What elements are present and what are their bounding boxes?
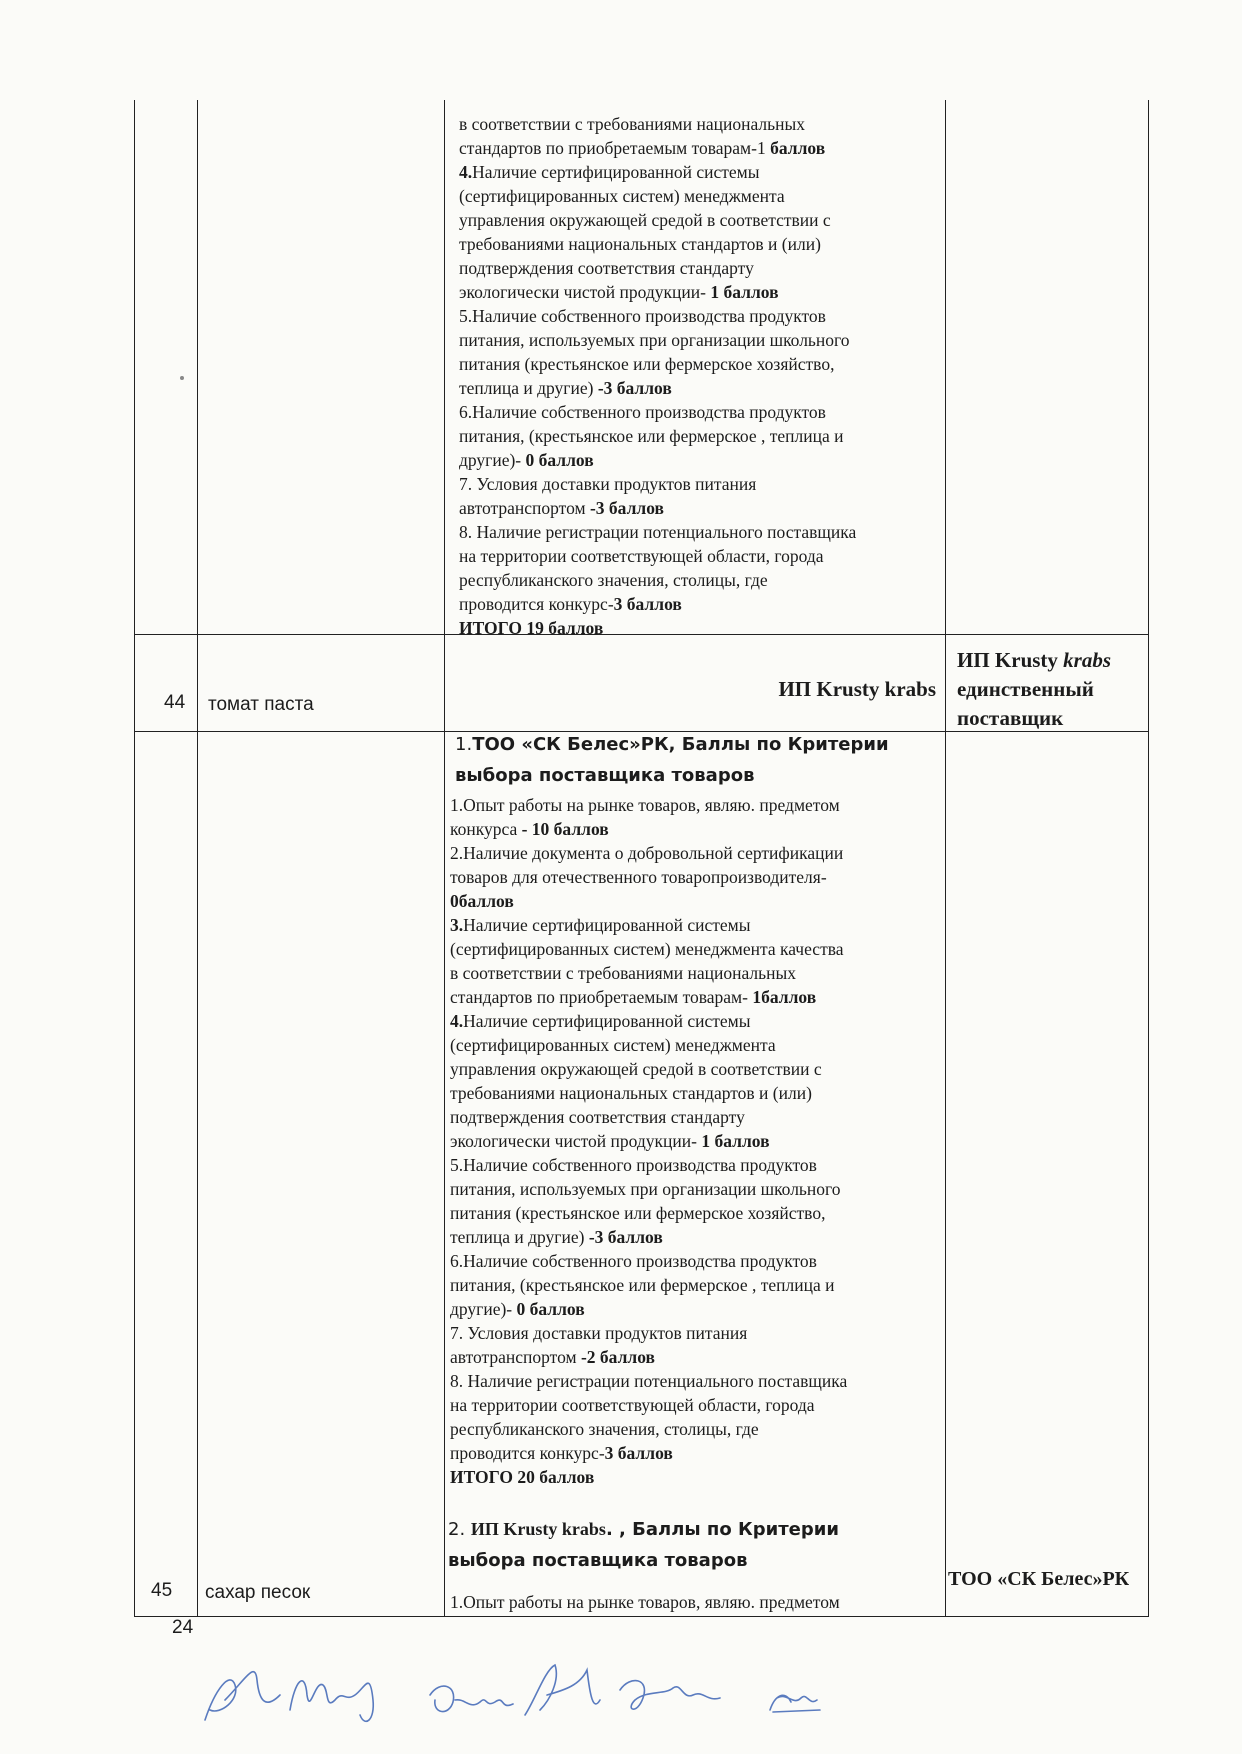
criteria-text: 6.Наличие собственного производства продуктов <box>459 402 826 422</box>
criteria-text: теплица и другие) <box>459 378 598 398</box>
criteria-score: 1 баллов <box>701 1131 770 1151</box>
criteria-line <box>459 448 939 472</box>
criteria-text: питания, используемых при организации школьного <box>450 1179 841 1199</box>
criteria-text: требованиями национальных стандартов и (или) <box>459 234 821 254</box>
criteria-text: автотранспортом <box>459 498 590 518</box>
criteria-line <box>450 1345 940 1369</box>
criteria-text: Наличие сертифицированной системы <box>472 162 760 182</box>
table-column-divider-1 <box>197 100 198 1616</box>
product-name-45: сахар песок <box>205 1582 311 1603</box>
criteria-text: 8. Наличие регистрации потенциального поставщика <box>450 1371 848 1391</box>
criteria-text: на территории соответствующей области, города <box>459 546 824 566</box>
criteria-text: питания, (крестьянское или фермерское , теплица и <box>459 426 844 446</box>
criteria-line <box>459 376 939 400</box>
criteria-text: проводится конкурс- <box>450 1443 605 1463</box>
criteria-line: 1.Опыт работы на рынке товаров, являю. предметом <box>450 1592 840 1612</box>
criteria-text: стандартов по приобретаемым товарам-1 <box>459 138 771 158</box>
criteria-line <box>459 112 939 136</box>
row-number-44: 44 <box>164 692 186 713</box>
criteria-line <box>450 1465 940 1489</box>
criteria-score: 0 баллов <box>516 1299 585 1319</box>
criteria-score: -3 баллов <box>589 498 664 518</box>
criteria-line <box>459 136 939 160</box>
block2-heading <box>448 1514 940 1576</box>
criteria-text: другие)- <box>450 1299 517 1319</box>
criteria-line <box>450 1129 940 1153</box>
criteria-text: 1.Опыт работы на рынке товаров, являю. предметом <box>450 795 840 815</box>
criteria-text: Наличие сертифицированной системы <box>463 915 751 935</box>
criteria-line <box>450 985 940 1009</box>
criteria-score: -3 баллов <box>597 378 672 398</box>
criteria-text: республиканского значения, столицы, где <box>450 1419 759 1439</box>
criteria-line <box>459 184 939 208</box>
criteria-score: -2 баллов <box>580 1347 655 1367</box>
winner-cell-44 <box>957 646 1147 733</box>
criteria-line <box>450 1249 940 1273</box>
criteria-text: (сертифицированных систем) менеджмента <box>459 186 785 206</box>
criteria-line <box>459 160 939 184</box>
criteria-line <box>459 256 939 280</box>
product-name-44: томат паста <box>208 694 314 715</box>
criteria-line <box>450 1225 940 1249</box>
criteria-text: другие)- <box>459 450 526 470</box>
criteria-line <box>450 1105 940 1129</box>
criteria-text: 6.Наличие собственного производства продуктов <box>450 1251 817 1271</box>
criteria-line <box>450 1033 940 1057</box>
scan-speck <box>180 376 184 380</box>
criteria-line <box>450 889 940 913</box>
criteria-line <box>459 568 939 592</box>
heading-text: . , Баллы по Критерии <box>605 1519 839 1540</box>
heading-number: 2. <box>448 1519 471 1540</box>
criteria-text: питания, используемых при организации школьного <box>459 330 850 350</box>
winner-text: единственный <box>957 677 1094 701</box>
criteria-text: товаров для отечественного товаропроизводителя- <box>450 867 827 887</box>
criteria-bold: ИТОГО 19 баллов <box>459 618 604 638</box>
criteria-line <box>459 472 939 496</box>
criteria-text: питания, (крестьянское или фермерское , теплица и <box>450 1275 835 1295</box>
criteria-line <box>450 913 940 937</box>
criteria-line <box>450 1441 940 1465</box>
criteria-text: питания (крестьянское или фермерское хозяйство, <box>459 354 835 374</box>
winner-text: ИП Krusty <box>957 648 1064 672</box>
criteria-text: Наличие сертифицированной системы <box>463 1011 751 1031</box>
criteria-text: 2.Наличие документа о добровольной сертификации <box>450 843 844 863</box>
criteria-line <box>450 937 940 961</box>
winner-text-italic: krabs <box>1063 648 1112 672</box>
handwritten-signatures <box>195 1640 955 1735</box>
criteria-line <box>459 352 939 376</box>
criteria-line <box>459 280 939 304</box>
criteria-text: автотранспортом <box>450 1347 581 1367</box>
criteria-line <box>450 1153 940 1177</box>
table-border-bottom <box>134 1616 1149 1617</box>
criteria-score: баллов <box>770 138 826 158</box>
criteria-line <box>450 961 940 985</box>
winner-text: поставщик <box>957 706 1064 730</box>
criteria-line <box>450 841 940 865</box>
criteria-text: (сертифицированных систем) менеджмента <box>450 1035 776 1055</box>
criteria-bold: ИТОГО 20 баллов <box>450 1467 595 1487</box>
criteria-text: управления окружающей средой в соответствии с <box>450 1059 822 1079</box>
criteria-bold: 4. <box>450 1011 464 1031</box>
table-border-right <box>1148 100 1149 1616</box>
criteria-score: 3 баллов <box>613 594 682 614</box>
winner-cell-45: ТОО «СК Белес»РК <box>948 1568 1130 1590</box>
criteria-line <box>459 520 939 544</box>
criteria-score: 1баллов <box>752 987 817 1007</box>
criteria-line <box>459 304 939 328</box>
heading-number: 1. <box>455 734 473 755</box>
criteria-text: в соответствии с требованиями национальных <box>450 963 796 983</box>
criteria-line <box>459 208 939 232</box>
criteria-line <box>450 793 940 817</box>
criteria-bold: 3. <box>450 915 464 935</box>
heading-text: выбора поставщика товаров <box>448 1550 748 1571</box>
criteria-text: экологически чистой продукции- <box>459 282 711 302</box>
participant-text: ИП Krusty krabs <box>778 677 936 701</box>
criteria-line <box>450 1177 940 1201</box>
criteria-line <box>450 1057 940 1081</box>
criteria-line <box>450 1081 940 1105</box>
criteria-line <box>459 616 939 640</box>
heading-text: ТОО «СК Белес»РК, Баллы по Критерии <box>472 734 889 755</box>
criteria-line <box>450 1009 940 1033</box>
criteria-line <box>459 592 939 616</box>
criteria-score: - 10 баллов <box>521 819 609 839</box>
criteria-line <box>450 1417 940 1441</box>
criteria-line <box>450 817 940 841</box>
participant-name-44 <box>460 677 936 702</box>
criteria-text: 5.Наличие собственного производства продуктов <box>450 1155 817 1175</box>
criteria-line <box>450 1393 940 1417</box>
criteria-text: 5.Наличие собственного производства продуктов <box>459 306 826 326</box>
criteria-text: стандартов по приобретаемым товарам- <box>450 987 753 1007</box>
criteria-text: 7. Условия доставки продуктов питания <box>459 474 757 494</box>
criteria-bold: 0баллов <box>450 891 514 911</box>
criteria-text: подтверждения соответствия стандарту <box>459 258 754 278</box>
criteria-text: на территории соответствующей области, города <box>450 1395 815 1415</box>
criteria-text: требованиями национальных стандартов и (или) <box>450 1083 812 1103</box>
block1-heading <box>455 729 940 791</box>
criteria-line <box>450 1201 940 1225</box>
criteria-line <box>450 1369 940 1393</box>
criteria-text: в соответствии с требованиями национальных <box>459 114 805 134</box>
page-number: 24 <box>172 1617 194 1638</box>
criteria-score: 3 баллов <box>604 1443 673 1463</box>
heading-participant: ИП Krusty krabs <box>470 1519 606 1539</box>
row-number-45: 45 <box>151 1580 173 1601</box>
criteria-line <box>459 496 939 520</box>
criteria-text: подтверждения соответствия стандарту <box>450 1107 745 1127</box>
criteria-line <box>450 1273 940 1297</box>
criteria-line <box>459 328 939 352</box>
criteria-text: конкурса <box>450 819 522 839</box>
criteria-text: управления окружающей средой в соответствии с <box>459 210 831 230</box>
table-column-divider-3 <box>945 100 946 1616</box>
criteria-line <box>459 544 939 568</box>
criteria-text: (сертифицированных систем) менеджмента качества <box>450 939 844 959</box>
criteria-score: 1 баллов <box>710 282 779 302</box>
criteria-line <box>450 1297 940 1321</box>
criteria-text-block2 <box>450 1590 940 1614</box>
criteria-line <box>459 424 939 448</box>
criteria-text: экологически чистой продукции- <box>450 1131 702 1151</box>
criteria-text: питания (крестьянское или фермерское хозяйство, <box>450 1203 826 1223</box>
table-border-left <box>134 100 135 1616</box>
criteria-score: -3 баллов <box>588 1227 663 1247</box>
criteria-text-prev-row <box>459 112 939 640</box>
criteria-line <box>459 232 939 256</box>
criteria-text: 7. Условия доставки продуктов питания <box>450 1323 748 1343</box>
criteria-text: республиканского значения, столицы, где <box>459 570 768 590</box>
table-column-divider-2 <box>444 100 445 1616</box>
criteria-bold: 4. <box>459 162 473 182</box>
criteria-text: теплица и другие) <box>450 1227 589 1247</box>
criteria-text-block1 <box>450 793 940 1489</box>
criteria-line <box>450 1321 940 1345</box>
criteria-line <box>459 400 939 424</box>
criteria-score: 0 баллов <box>525 450 594 470</box>
criteria-line <box>450 865 940 889</box>
heading-text: выбора поставщика товаров <box>455 765 755 786</box>
criteria-text: проводится конкурс- <box>459 594 614 614</box>
criteria-text: 8. Наличие регистрации потенциального поставщика <box>459 522 857 542</box>
